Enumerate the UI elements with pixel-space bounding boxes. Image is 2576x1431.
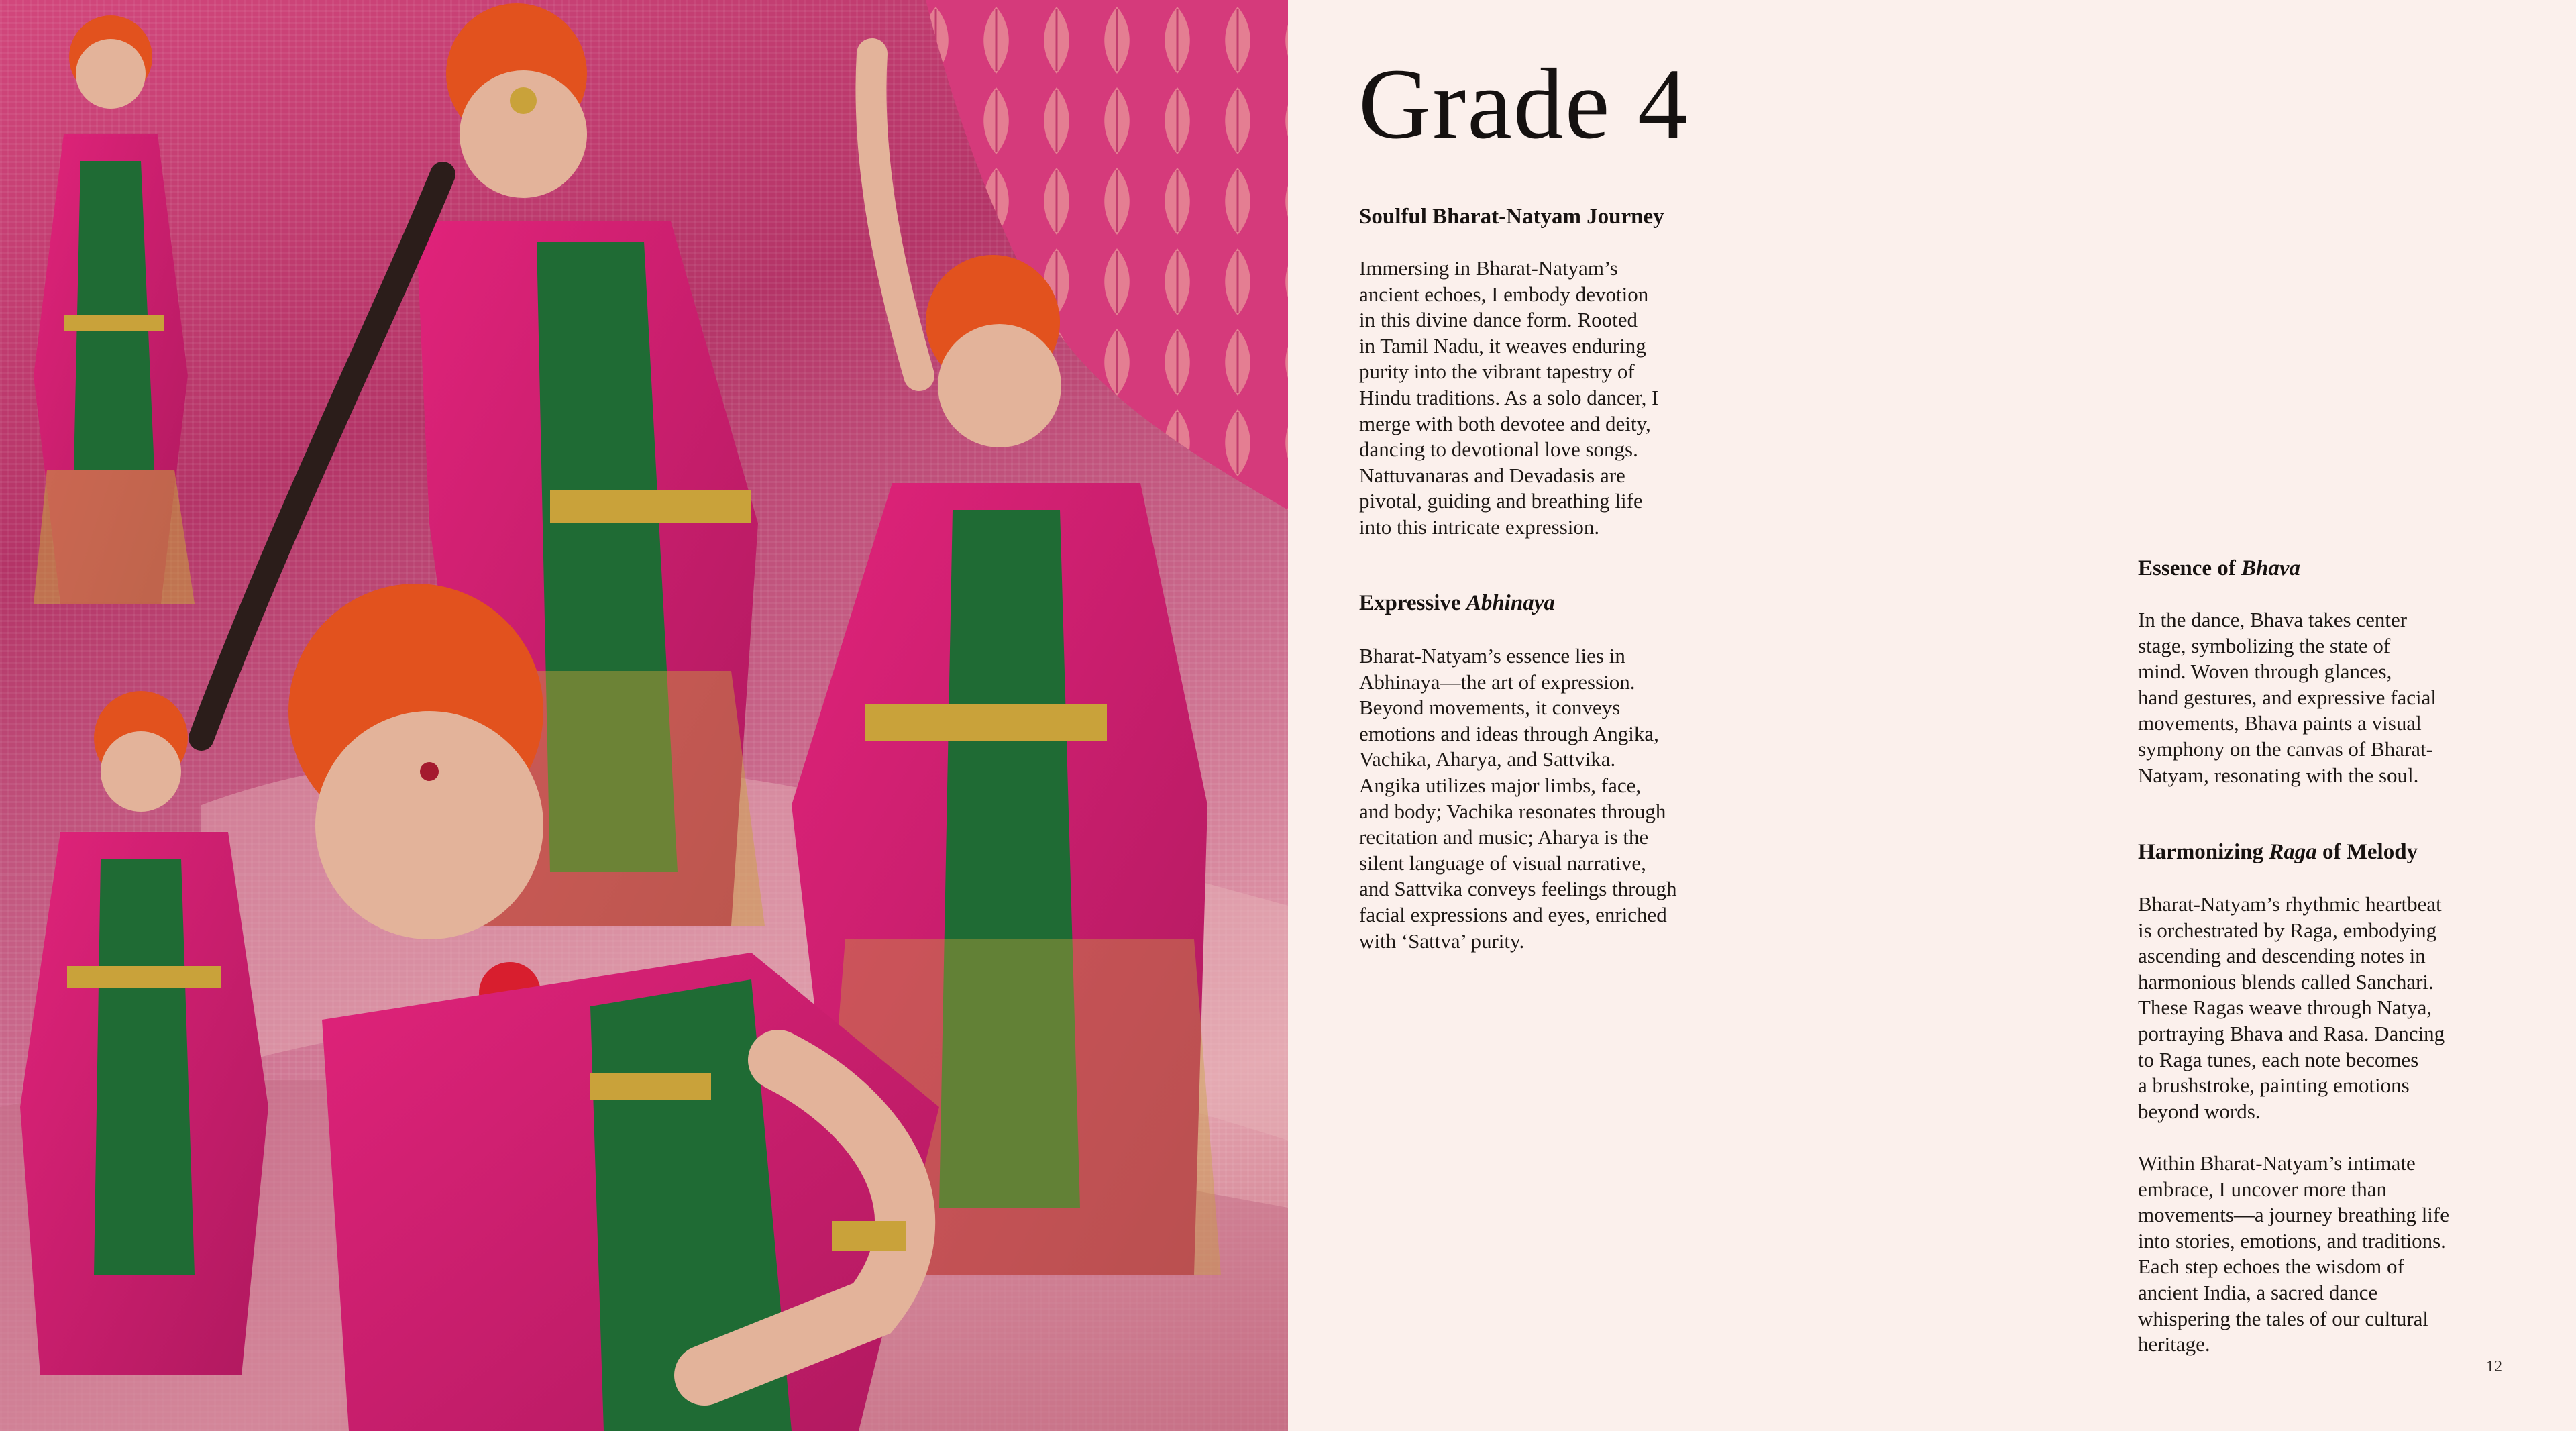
- raga-heading-text-end: of Melody: [2316, 840, 2418, 864]
- bhava-heading: [2138, 555, 2300, 582]
- raga-line: Bharat-Natyam’s rhythmic heartbeat: [2138, 892, 2442, 916]
- abhinaya-line: and Sattvika conveys feelings through: [1359, 877, 1677, 901]
- journey-line: Hindu traditions. As a solo dancer, I: [1359, 385, 1659, 409]
- bhava-line: symphony on the canvas of Bharat-: [2138, 737, 2433, 761]
- abhinaya-heading: [1359, 590, 1555, 617]
- abhinaya-heading-text: Expressive: [1359, 591, 1466, 615]
- raga-heading: [2138, 839, 2418, 866]
- journey-line: purity into the vibrant tapestry of: [1359, 360, 1635, 384]
- closing-line: Within Bharat-Natyam’s intimate: [2138, 1151, 2416, 1175]
- bhava-heading-text: Essence of: [2138, 556, 2241, 580]
- closing-line: movements—a journey breathing life: [2138, 1203, 2450, 1227]
- raga-line: These Ragas weave through Natya,: [2138, 996, 2432, 1020]
- abhinaya-line: facial expressions and eyes, enriched: [1359, 902, 1667, 926]
- closing-line: heritage.: [2138, 1332, 2210, 1357]
- closing-line: whispering the tales of our cultural: [2138, 1306, 2429, 1330]
- abhinaya-line: Angika utilizes major limbs, face,: [1359, 773, 1642, 797]
- abhinaya-paragraph: [1359, 643, 1677, 954]
- abhinaya-line: recitation and music; Aharya is the: [1359, 825, 1649, 849]
- bhava-line: movements, Bhava paints a visual: [2138, 711, 2422, 735]
- journey-heading: Soulful Bharat-Natyam Journey: [1359, 205, 1664, 229]
- raga-line: beyond words.: [2138, 1099, 2261, 1123]
- journey-paragraph: [1359, 256, 1658, 541]
- bhava-line: mind. Woven through glances,: [2138, 659, 2392, 684]
- raga-heading-italic: Raga: [2269, 840, 2317, 864]
- journey-line: in Tamil Nadu, it weaves enduring: [1359, 333, 1646, 358]
- journey-line: in this divine dance form. Rooted: [1359, 308, 1638, 332]
- journey-line: dancing to devotional love songs.: [1359, 437, 1638, 462]
- abhinaya-line: Beyond movements, it conveys: [1359, 696, 1621, 720]
- raga-line: portraying Bhava and Rasa. Dancing: [2138, 1021, 2445, 1045]
- bhava-line: stage, symbolizing the state of: [2138, 633, 2391, 657]
- abhinaya-line: and body; Vachika resonates through: [1359, 799, 1666, 823]
- closing-paragraph: [2138, 1151, 2449, 1358]
- bhava-line: hand gestures, and expressive facial: [2138, 685, 2437, 709]
- abhinaya-line: Bharat-Natyam’s essence lies in: [1359, 644, 1625, 668]
- journey-line: pivotal, guiding and breathing life: [1359, 489, 1643, 513]
- journey-line: Immersing in Bharat-Natyam’s: [1359, 256, 1618, 280]
- abhinaya-line: silent language of visual narrative,: [1359, 851, 1646, 875]
- raga-line: to Raga tunes, each note becomes: [2138, 1047, 2419, 1071]
- raga-line: is orchestrated by Raga, embodying: [2138, 918, 2437, 942]
- bhava-paragraph: [2138, 607, 2436, 788]
- abhinaya-line: Vachika, Aharya, and Sattvika.: [1359, 747, 1616, 772]
- raga-line: ascending and descending notes in: [2138, 944, 2426, 968]
- abhinaya-line: Abhinaya—the art of expression.: [1359, 670, 1635, 694]
- raga-line: a brushstroke, painting emotions: [2138, 1073, 2410, 1098]
- closing-line: ancient India, a sacred dance: [2138, 1280, 2378, 1304]
- raga-line: harmonious blends called Sanchari.: [2138, 969, 2434, 994]
- page-number: 12: [2486, 1358, 2502, 1375]
- dancer-small-top: [34, 15, 195, 604]
- journey-line: Nattuvanaras and Devadasis are: [1359, 463, 1625, 487]
- raga-paragraph: [2138, 892, 2445, 1124]
- abhinaya-line: with ‘Sattva’ purity.: [1359, 929, 1525, 953]
- journey-line: ancient echoes, I embody devotion: [1359, 282, 1649, 306]
- abhinaya-heading-italic: Abhinaya: [1466, 591, 1555, 615]
- closing-line: embrace, I uncover more than: [2138, 1177, 2387, 1201]
- bhava-heading-italic: Bhava: [2241, 556, 2300, 580]
- bhava-line: Natyam, resonating with the soul.: [2138, 763, 2419, 787]
- abhinaya-line: emotions and ideas through Angika,: [1359, 721, 1659, 745]
- bhava-line: In the dance, Bhava takes center: [2138, 608, 2408, 631]
- dancer-small-left: [20, 691, 268, 1375]
- page-title: Grade 4: [1358, 48, 1689, 160]
- journey-line: merge with both devotee and deity,: [1359, 411, 1651, 435]
- closing-line: into stories, emotions, and traditions.: [2138, 1228, 2446, 1253]
- journey-line: into this intricate expression.: [1359, 515, 1600, 539]
- raga-heading-text: Harmonizing: [2138, 840, 2269, 864]
- closing-line: Each step echoes the wisdom of: [2138, 1255, 2404, 1279]
